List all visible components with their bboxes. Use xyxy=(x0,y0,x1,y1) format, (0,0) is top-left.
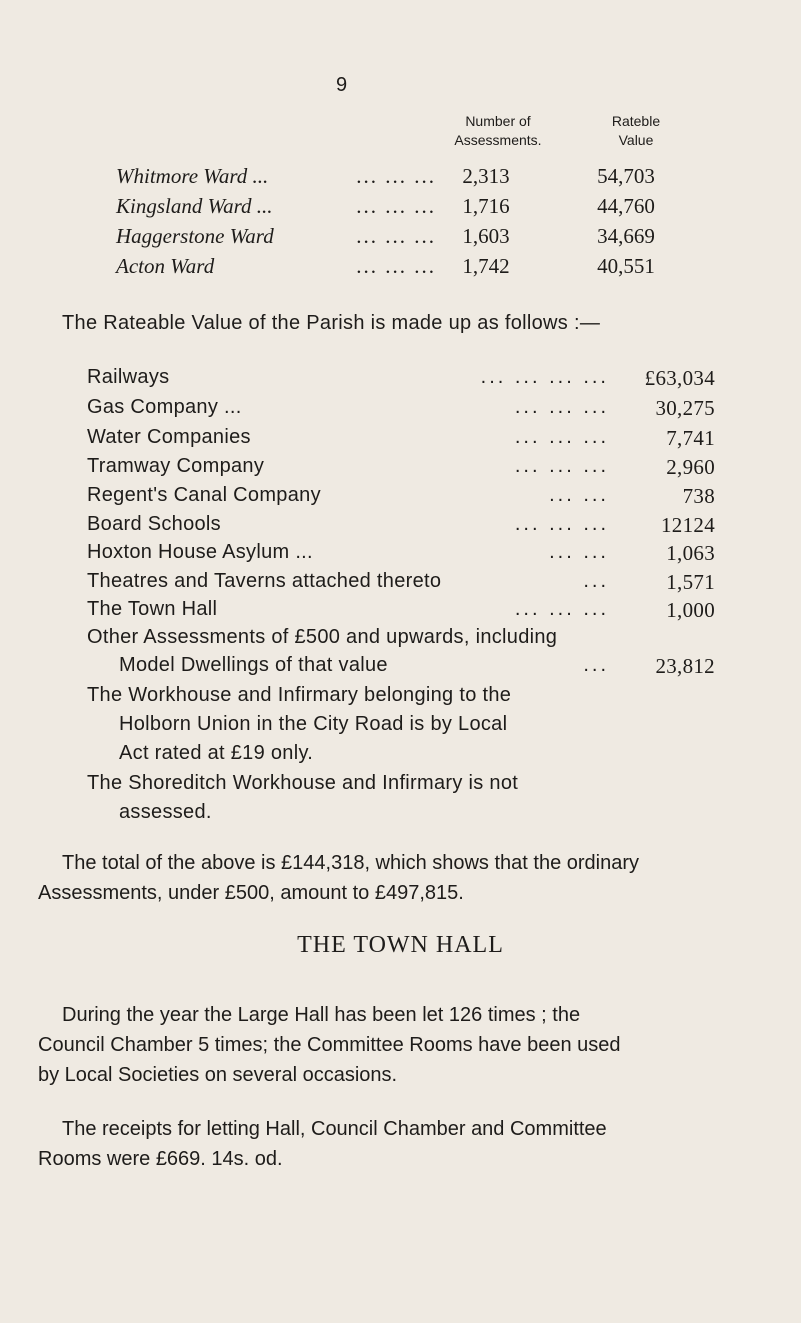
col-heading-number-line2: Assessments. xyxy=(454,132,542,148)
section-heading: THE TOWN HALL xyxy=(297,932,504,958)
text-line: Holborn Union in the City Road is by Local xyxy=(119,713,508,735)
item-value: 2,960 xyxy=(666,455,715,479)
list-item xyxy=(87,366,715,396)
list-item xyxy=(87,570,715,600)
list-item xyxy=(87,455,715,485)
col-heading-number-line1: Number of xyxy=(465,113,531,129)
ward-row xyxy=(116,194,736,222)
dot-leader: ... ... ... xyxy=(514,426,609,448)
rateable-value: 40,551 xyxy=(597,254,655,278)
assessment-count: 1,603 xyxy=(462,224,510,248)
text-line: The Workhouse and Infirmary belonging to the xyxy=(87,684,512,706)
rateable-value: 34,669 xyxy=(597,224,655,248)
assessment-count: 1,742 xyxy=(462,254,510,278)
dot-leader: ... ... ... xyxy=(514,396,609,418)
dot-leader: ... ... ... xyxy=(356,224,436,248)
rateable-value: 54,703 xyxy=(597,164,655,188)
list-item xyxy=(87,396,715,426)
rateable-value: 44,760 xyxy=(597,194,655,218)
text-line: The receipts for letting Hall, Council Chamber and Committee xyxy=(62,1118,607,1140)
dot-leader: ... xyxy=(583,570,609,592)
other-assessments-line1: Other Assessments of £500 and upwards, including xyxy=(87,626,558,648)
ward-name: Kingsland Ward ... xyxy=(116,194,273,218)
assessment-count: 1,716 xyxy=(462,194,510,218)
dot-leader: ... ... ... xyxy=(356,194,436,218)
item-value: 738 xyxy=(682,484,715,508)
text-line: by Local Societies on several occasions. xyxy=(38,1064,398,1086)
col-heading-value-line2: Value xyxy=(618,132,654,148)
item-label: The Town Hall xyxy=(87,598,218,620)
assessment-count: 2,313 xyxy=(462,164,510,188)
list-item xyxy=(87,541,715,571)
item-label: Tramway Company xyxy=(87,455,265,477)
item-label: Board Schools xyxy=(87,513,221,535)
list-item xyxy=(87,654,715,684)
list-item xyxy=(87,598,715,628)
item-value: 1,000 xyxy=(666,598,715,622)
item-label: Railways xyxy=(87,366,170,388)
item-value: 12124 xyxy=(661,513,715,537)
page-number: 9 xyxy=(336,74,348,96)
dot-leader: ... xyxy=(583,654,609,676)
dot-leader: ... ... xyxy=(549,541,609,563)
text-line: Act rated at £19 only. xyxy=(119,742,314,764)
ward-row xyxy=(116,224,736,252)
dot-leader: ... ... ... xyxy=(514,455,609,477)
dot-leader: ... ... ... xyxy=(514,598,609,620)
item-value: 23,812 xyxy=(655,654,715,678)
text-line: The Shoreditch Workhouse and Infirmary is not xyxy=(87,772,519,794)
col-heading-number xyxy=(438,112,558,150)
dot-leader: ... ... xyxy=(549,484,609,506)
item-value: 30,275 xyxy=(655,396,715,420)
item-label: Water Companies xyxy=(87,426,251,448)
item-value: £63,034 xyxy=(644,366,715,390)
text-line: Council Chamber 5 times; the Committee Rooms have been used xyxy=(38,1034,621,1056)
ward-row xyxy=(116,254,736,282)
item-value: 7,741 xyxy=(666,426,715,450)
ward-name: Acton Ward xyxy=(116,254,215,278)
text-line: assessed. xyxy=(119,801,212,823)
dot-leader: ... ... ... xyxy=(356,254,436,278)
item-value: 1,063 xyxy=(666,541,715,565)
list-item xyxy=(87,513,715,543)
item-label: Regent's Canal Company xyxy=(87,484,321,506)
dot-leader: ... ... ... ... xyxy=(480,366,609,388)
item-label: Gas Company ... xyxy=(87,396,242,418)
item-label: Model Dwellings of that value xyxy=(119,654,388,676)
dot-leader: ... ... ... xyxy=(356,164,436,188)
rateable-intro: The Rateable Value of the Parish is made up as follows :— xyxy=(62,312,601,334)
dot-leader: ... ... ... xyxy=(514,513,609,535)
item-label: Theatres and Taverns attached thereto xyxy=(87,570,442,592)
col-heading-value xyxy=(586,112,686,150)
list-item xyxy=(87,426,715,456)
text-line: During the year the Large Hall has been let 126 times ; the xyxy=(62,1004,581,1026)
item-value: 1,571 xyxy=(666,570,715,594)
text-line: The total of the above is £144,318, which shows that the ordinary xyxy=(62,852,640,874)
ward-name: Whitmore Ward ... xyxy=(116,164,269,188)
text-line: Rooms were £669. 14s. od. xyxy=(38,1148,283,1170)
col-heading-value-line1: Rateble xyxy=(611,113,661,129)
text-line: Assessments, under £500, amount to £497,815. xyxy=(38,882,464,904)
list-item xyxy=(87,484,715,514)
item-label: Hoxton House Asylum ... xyxy=(87,541,313,563)
ward-name: Haggerstone Ward xyxy=(116,224,274,248)
ward-row xyxy=(116,164,736,192)
